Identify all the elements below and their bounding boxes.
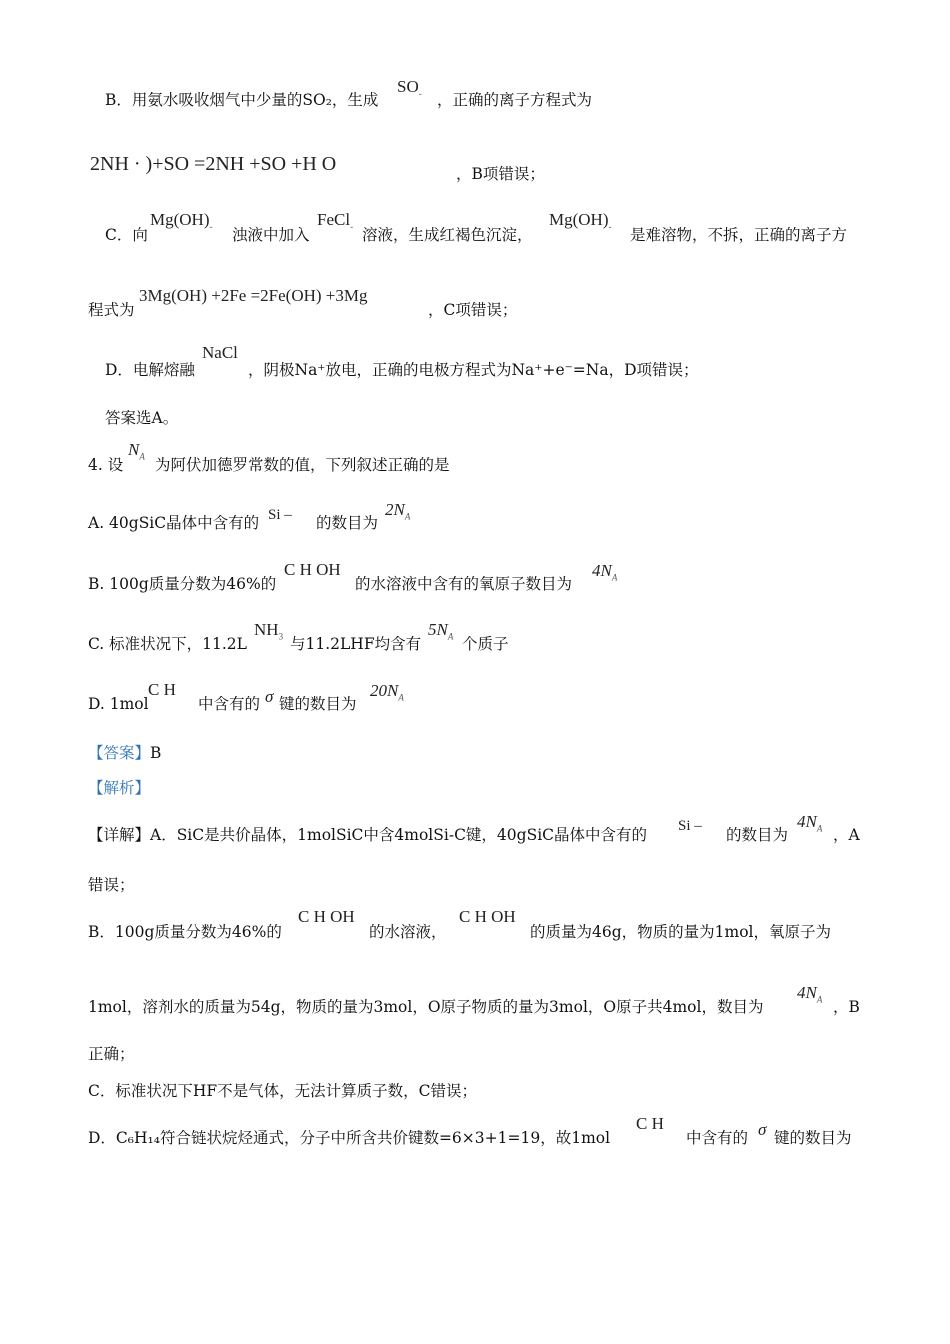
text-line [88,300,135,320]
text-segment: 程式为 [88,301,135,319]
text-line [530,922,831,942]
text-line [232,225,310,245]
text-line [88,1081,477,1101]
text-line [456,164,545,184]
answer-value: B [150,744,162,762]
text-segment: ，阴极Na⁺放电，正确的电极方程式为Na⁺+e⁻=Na，D项错误； [248,361,699,379]
text-segment: 浊液中加入 [232,226,310,244]
text-line [105,90,378,110]
formula-4na: $4N_A$ [592,561,618,583]
text-line [630,225,847,245]
formula-text: Mg(OH) [549,210,609,229]
text-line [428,300,517,320]
text-line [290,634,421,654]
formula-si-c-bond: Si – [268,507,292,523]
text-segment: B. 100g质量分数为46%的 [88,575,277,593]
formula-4na: $4N_A$ [797,812,823,834]
text-line [462,634,509,654]
option-d [88,694,149,714]
text-line [198,694,260,714]
formula-nacl: NaCl [202,343,238,362]
formula-text: N [128,440,140,459]
text-segment: D．电解熔融 [105,361,195,379]
text-line [105,408,178,428]
text-line [437,90,592,110]
text-line [362,225,533,245]
text-line [833,997,860,1017]
text-line [355,574,572,594]
text-line [88,997,763,1017]
formula-so3: $SO_-$ [397,77,422,99]
text-segment: 【详解】A．SiC是共价晶体，1molSiC中含4molSi-C键，40gSiC晶体中含有的 [88,826,648,844]
text-segment: ，正确的离子方程式为 [437,91,593,109]
analysis-line [88,778,150,798]
text-line [88,1128,610,1148]
text-segment: D. 1mol [88,695,149,713]
formula-text: 2N [385,500,405,519]
text-segment: 键的数目为 [279,695,357,713]
text-line [88,1044,135,1064]
formula-text: 4N [797,983,817,1002]
text-segment: 1mol，溶剂水的质量为54g，物质的量为3mol，O原子物质的量为3mol，O原子共4mol，数目为 [88,998,764,1016]
text-segment: A. 40gSiC晶体中含有的 [88,514,260,532]
text-segment: 的水溶液中含有的氧原子数目为 [355,575,573,593]
text-line [833,825,860,845]
formula-mgoh2: $Mg(OH)_-$ [549,210,612,232]
option-c [88,634,247,654]
formula-c2h5oh: C H OH [459,907,516,926]
text-segment: ，C项错误； [428,301,518,319]
formula-equation-c: 3Mg(OH) +2Fe =2Fe(OH) +3Mg [139,286,368,305]
text-segment: 的数目为 [726,826,789,844]
text-line [248,360,699,380]
text-line [88,875,135,895]
text-line [105,360,195,380]
formula-text: 4N [797,812,817,831]
formula-4na: $4N_A$ [797,983,823,1005]
formula-text: FeCl [317,210,351,229]
question-number [88,455,123,475]
formula-text: 20N [370,681,399,700]
formula-text: Mg(OH) [150,210,210,229]
text-line [726,825,788,845]
formula-text: 4N [592,561,612,580]
formula-c6h14: C H [148,680,176,699]
text-segment: 4. 设 [88,456,124,474]
text-segment: 中含有的 [198,695,261,713]
sigma-symbol: σ [265,687,274,706]
answer-tag: 【答案】 [88,744,151,762]
text-segment: 正确； [88,1045,135,1063]
formula-text: SO [397,77,419,96]
formula-fecl3: FeCl$_-$ [317,210,354,232]
formula-na: $N_A$ [128,440,145,462]
text-line [279,694,357,714]
formula-nh3: $NH_3$ [254,620,284,642]
text-segment: 的数目为 [316,514,379,532]
formula-c2h5oh: C H OH [284,560,341,579]
text-segment: ，B [833,998,860,1016]
formula-5na: $5N_A$ [428,620,454,642]
text-segment: 答案选A。 [105,409,179,427]
text-line [369,922,447,942]
text-segment: 溶液，生成红褐色沉淀， [362,226,533,244]
formula-20na: $20N_A$ [370,681,404,703]
text-segment: 与11.2LHF均含有 [290,635,422,653]
text-line [88,922,282,942]
option-b [88,574,276,594]
text-segment: D．C₆H₁₄符合链状烷烃通式，分子中所含共价键数=6×3+1=19，故1mol [88,1129,611,1147]
text-segment: 个质子 [462,635,509,653]
text-segment: 是难溶物，不拆，正确的离子方 [630,226,848,244]
analysis-tag: 【解析】 [88,779,151,797]
formula-text: NH [254,620,279,639]
option-a [88,513,259,533]
text-segment: 的质量为46g，物质的量为1mol，氧原子为 [530,923,831,941]
text-segment: 键的数目为 [774,1129,852,1147]
text-segment: 为阿伏加德罗常数的值，下列叙述正确的是 [155,456,450,474]
text-segment: C. 标准状况下，11.2L [88,635,247,653]
text-segment: 的水溶液， [369,923,447,941]
text-line [316,513,378,533]
sigma-symbol: σ [758,1120,767,1139]
text-line [686,1128,748,1148]
formula-mgoh2: $Mg(OH)_-$ [150,210,213,232]
text-line [774,1128,852,1148]
formula-text: 5N [428,620,448,639]
formula-c2h5oh: C H OH [298,907,355,926]
text-segment: C．向 [105,226,148,244]
question-stem [155,455,450,475]
formula-2na: $2N_A$ [385,500,411,522]
formula-si-c-bond: Si – [678,818,702,834]
text-segment: ，B项错误； [456,165,545,183]
text-segment: B．用氨水吸收烟气中少量的SO₂，生成 [105,91,379,109]
text-segment: B．100g质量分数为46%的 [88,923,282,941]
text-segment: 错误； [88,876,135,894]
formula-c6h14: C H [636,1114,664,1133]
text-segment: 中含有的 [686,1129,749,1147]
text-line [105,225,148,245]
text-segment: C．标准状况下HF不是气体，无法计算质子数，C错误； [88,1082,477,1100]
formula-equation-b: 2NH · )+SO =2NH +SO +H O [90,153,337,175]
text-line [88,825,647,845]
text-segment: ，A [833,826,860,844]
answer-line [88,743,161,763]
